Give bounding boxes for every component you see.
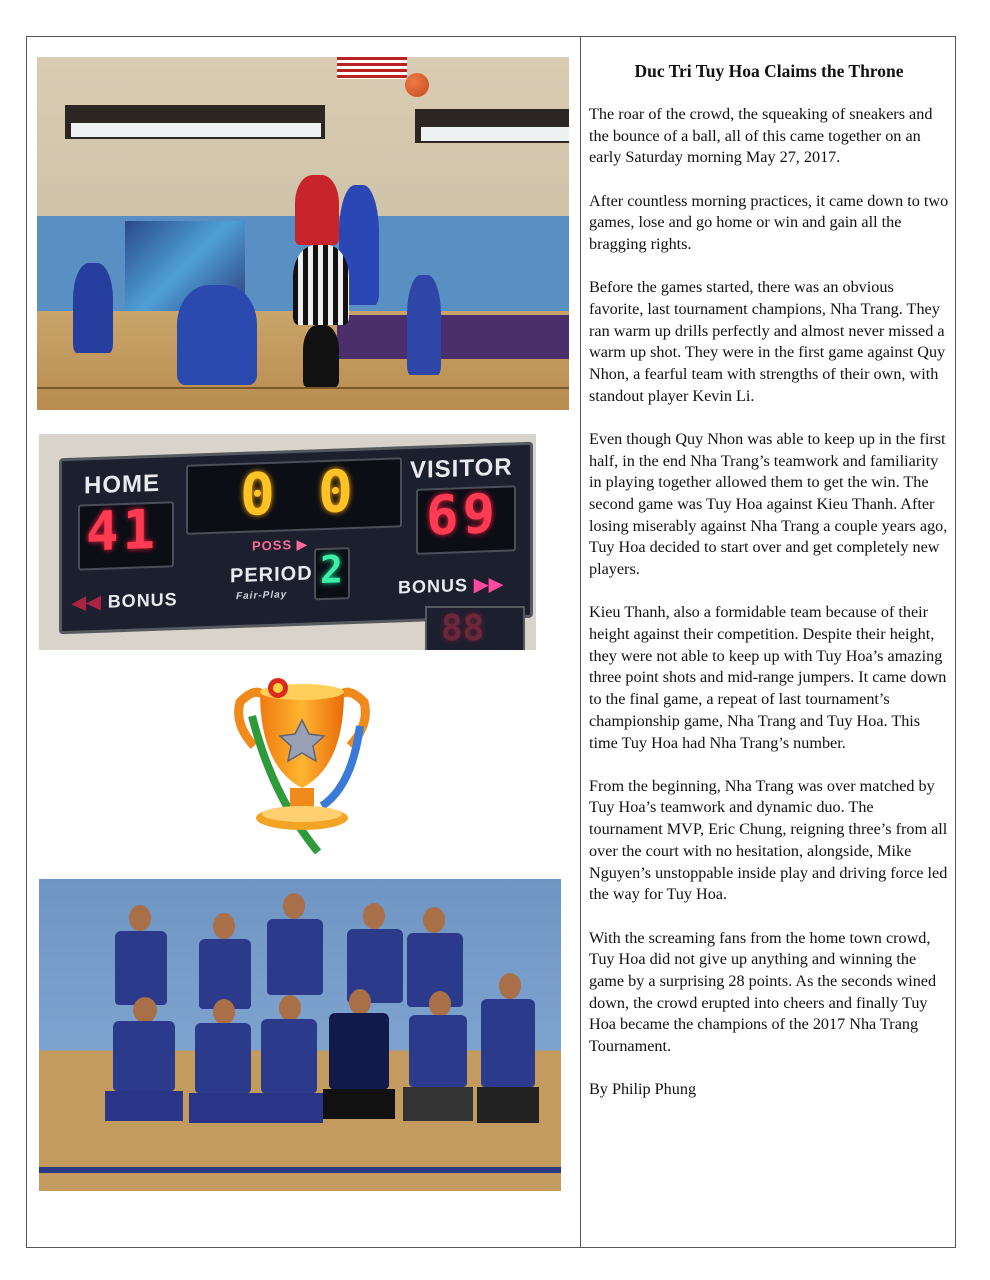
team-member-head — [423, 907, 445, 933]
team-member-head — [363, 903, 385, 929]
player-red — [295, 175, 339, 245]
article-byline: By Philip Phung — [589, 1080, 697, 1099]
poss-text: POSS — [252, 537, 293, 554]
referee — [293, 245, 349, 325]
article-paragraph: With the screaming fans from the home town crowd, Tuy Hoa did not give up anything and winning the game by a surprising 28 points. As the seconds wined down, the crowd erupted into cheers and finally Tuy Hoa became the champions of the 2017 Nha Trang Tournament. — [589, 928, 937, 1056]
brand-logo — [236, 589, 287, 602]
team-member-shorts — [323, 1089, 395, 1119]
team-member-jersey — [409, 1015, 467, 1087]
column-divider — [580, 36, 581, 1248]
player-blue-left — [73, 263, 113, 353]
player-blue-foreground — [177, 285, 257, 385]
bonus-left — [72, 589, 178, 614]
team-member-jersey — [113, 1021, 175, 1091]
clock-box — [186, 457, 402, 535]
possession-label — [252, 537, 308, 555]
team-member-jersey — [267, 919, 323, 995]
home-label: HOME — [84, 469, 160, 500]
clock-minutes: 0 — [240, 459, 275, 529]
article-headline: Duc Tri Tuy Hoa Claims the Throne — [634, 61, 904, 81]
team-member-head — [213, 913, 235, 939]
article-paragraph: Before the games started, there was an obvious favorite, last tournament champions, Nha Trang. They ran warm up drills perfectly and almost never missed a warm up shot. They were in the first game against Quy Nhon, a fearful team with strengths of their own, with standout player Kevin Li. — [589, 278, 946, 405]
team-member-head — [129, 905, 151, 931]
team-member-head — [133, 997, 157, 1023]
gym-window — [421, 127, 569, 141]
team-member-jersey — [195, 1023, 251, 1093]
court-baseline — [39, 1167, 561, 1173]
flag — [337, 57, 407, 79]
team-member-shorts — [477, 1087, 539, 1123]
team-member-shorts — [403, 1087, 473, 1121]
article — [589, 60, 949, 1101]
team-photo — [39, 879, 561, 1191]
article-paragraph: Kieu Thanh, also a formidable team because of their height against their competition. Despite their height, they were not able to keep up with Tuy Hoa’s amazing three point shots and mid-range jumpers. It came down to the final game, a repeat of last tournament’s championship game, Nha Trang and Tuy Hoa. This time Tuy Hoa had Nha Trang’s number. — [589, 603, 947, 752]
clock-seconds: 0 — [318, 457, 353, 527]
brand-text: Fair-Play — [236, 589, 288, 603]
article-paragraph: Even though Quy Nhon was able to keep up in the first half, in the end Nha Trang’s teamwork and familiarity in playing together allowed them to get the win. The second game was Tuy Hoa against Kieu Thanh. After losing miserably against Nha Trang a couple years ago, Tuy Hoa decided to start over and get completely new players. — [589, 429, 948, 579]
period-value: 2 — [320, 547, 343, 593]
mini-digits: 88 — [441, 608, 485, 649]
team-member-jersey — [481, 999, 535, 1087]
player-blue-right — [407, 275, 441, 375]
team-member-shorts — [105, 1091, 183, 1121]
scorer-table — [337, 315, 569, 359]
bonus-right — [398, 574, 504, 599]
bonus-left-text: BONUS — [107, 589, 178, 612]
team-member-head — [213, 999, 235, 1025]
article-paragraph: From the beginning, Nha Trang was over matched by Tuy Hoa’s teamwork and dynamic duo. The tournament MVP, Eric Chung, reigning three’s from all over the court with no hesitation, alongside, Mike Nguyen’s unstoppable inside play and driving force led the way for Tuy Hoa. — [589, 776, 948, 904]
team-member-head — [349, 989, 371, 1015]
basketball — [405, 73, 429, 97]
team-member-jersey — [329, 1013, 389, 1089]
scoreboard-photo — [39, 434, 536, 650]
article-paragraph: The roar of the crowd, the squeaking of sneakers and the bounce of a ball, all of this came together on an early Saturday morning May 27, 2017. — [589, 105, 933, 167]
secondary-scoreboard — [425, 606, 525, 650]
bonus-right-arrow-icon: ▶▶ — [468, 573, 504, 595]
bonus-left-arrow-icon: ◀◀ — [72, 591, 108, 613]
team-member-head — [429, 991, 451, 1017]
referee-pants — [303, 325, 339, 387]
team-member-head — [499, 973, 521, 999]
visitor-label: VISITOR — [410, 453, 513, 485]
court-line — [37, 387, 569, 389]
team-member-shorts — [255, 1093, 323, 1123]
visitor-score: 69 — [426, 481, 500, 548]
article-paragraph: After countless morning practices, it came down to two games, lose and go home or win and gain all the bragging rights. — [589, 191, 949, 254]
team-member-head — [283, 893, 305, 919]
team-member-shorts — [189, 1093, 257, 1123]
team-member-jersey — [261, 1019, 317, 1093]
team-member-head — [279, 995, 301, 1021]
jump-ball-photo — [37, 57, 569, 410]
gym-window — [71, 123, 321, 137]
home-score: 41 — [86, 497, 160, 564]
period-label: PERIOD — [230, 562, 313, 588]
possession-arrow-icon: ▶ — [296, 536, 308, 552]
bonus-right-text: BONUS — [398, 574, 469, 598]
trophy-icon — [232, 676, 372, 860]
team-member-jersey — [115, 931, 167, 1005]
